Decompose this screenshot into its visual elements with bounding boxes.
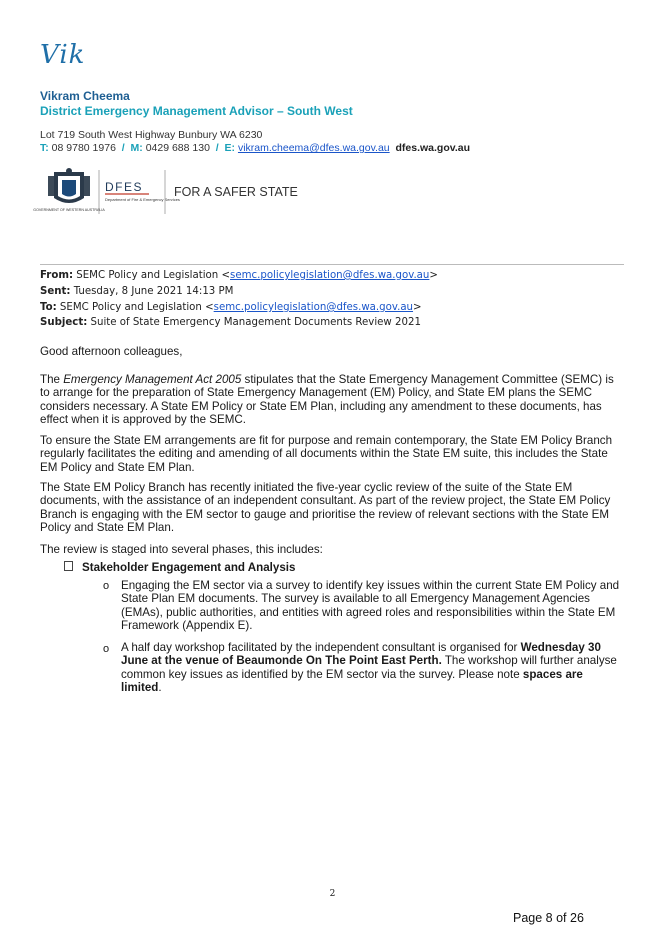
dfes-subtitle: Department of Fire & Emergency Services: [105, 197, 180, 202]
p1-act-title: Emergency Management Act 2005: [63, 373, 242, 386]
to-close: >: [413, 302, 422, 313]
sender-role: District Emergency Management Advisor – South West: [40, 104, 353, 118]
greeting: Good afternoon colleagues,: [40, 345, 183, 358]
subject-label: Subject:: [40, 317, 88, 328]
wa-crest-icon: [48, 168, 90, 203]
b2-start: A half day workshop facilitated by the independent consultant is organised for: [121, 641, 521, 654]
b2-date-venue: Wednesday 30 June at the venue of Beaumonde On The Point East Perth.: [121, 641, 601, 668]
sent-value: Tuesday, 8 June 2021 14:13 PM: [73, 286, 234, 297]
from-email-link[interactable]: semc.policylegislation@dfes.wa.gov.au: [230, 270, 430, 281]
tagline: FOR A SAFER STATE: [174, 185, 298, 199]
sender-address: Lot 719 South West Highway Bunbury WA 6230: [40, 129, 263, 141]
sent-line: [40, 286, 233, 297]
divider: [40, 264, 624, 265]
section-heading: Stakeholder Engagement and Analysis: [82, 561, 296, 574]
bullet-marker-2: o: [103, 643, 110, 655]
email-link[interactable]: vikram.cheema@dfes.wa.gov.au: [237, 142, 390, 154]
dfes-wordmark: DFES: [105, 180, 144, 194]
bullet-2: [121, 641, 621, 694]
phone-number: 08 9780 1976: [51, 142, 116, 154]
sent-label: Sent:: [40, 286, 71, 297]
gov-wa-text: GOVERNMENT OF WESTERN AUSTRALIA: [33, 208, 105, 212]
bullet-1: Engaging the EM sector via a survey to identify key issues within the current State EM Policy and State Plan EM documents. The survey is available to all Emergency Management Agencies (EMAs), public authorities, and entities with agreed roles and responsibilities within the State EM Framework (Appendix E).: [121, 579, 620, 632]
to-email-link[interactable]: semc.policylegislation@dfes.wa.gov.au: [213, 302, 414, 313]
from-name: SEMC Policy and Legislation <: [76, 270, 231, 281]
to-line: [40, 302, 422, 313]
subject-line: [40, 317, 421, 328]
paragraph-2: To ensure the State EM arrangements are fit for purpose and remain contemporary, the State EM Policy Branch regularly facilitates the editing and amending of all documents within the State EM suite, this includes the State EM Policy and State EM Plan.: [40, 434, 613, 474]
to-label: To:: [40, 302, 57, 313]
mobile-label: M:: [130, 142, 143, 154]
mobile-number: 0429 688 130: [145, 142, 210, 154]
subject-value: Suite of State Emergency Management Documents Review 2021: [90, 317, 421, 328]
sender-contacts: T: 08 9780 1976 / M: 0429 688 130 / E: vikram.cheema@dfes.wa.gov.au dfes.wa.gov.au: [40, 142, 470, 154]
from-line: [40, 270, 438, 281]
handwritten-signature: Vik: [40, 40, 86, 70]
paragraph-1: [40, 373, 625, 426]
paragraph-3: The State EM Policy Branch has recently initiated the five-year cyclic review of the suite of the State EM documents, with the assistance of an independent consultant. As part of the review project, the State EM Policy Branch is engaging with the EM sector to gauge and prioritise the review of relevant sections with the State EM Policy and State EM Plan.: [40, 481, 611, 534]
p1-rest: stipulates that the State Emergency Management Committee (SEMC) is to arrange for the preparation of State Emergency Management (EM) Policy, and State EM plans the SEMC considers necessary. A State EM Policy or State EM Plan, including any amendment to these documents, has effect when it is approved by the SEMC.: [40, 373, 614, 426]
p1-start: The: [40, 373, 64, 386]
paragraph-4: The review is staged into several phases, this includes:: [40, 543, 323, 556]
from-close: >: [429, 270, 438, 281]
page-number: 2: [329, 889, 336, 899]
page-of-total: Page 8 of 26: [513, 911, 584, 925]
section-bullet-icon: [64, 561, 73, 571]
b2-middle: The workshop will further analyse common key issues as identified by the EM sector via the survey. Please note: [121, 654, 617, 681]
sender-name: Vikram Cheema: [40, 89, 130, 103]
to-name: SEMC Policy and Legislation <: [59, 302, 214, 313]
email-label: E:: [224, 142, 236, 154]
b2-spaces-limited: spaces are limited: [121, 667, 583, 694]
from-label: From:: [40, 270, 74, 281]
b2-end: .: [158, 680, 162, 694]
dfes-logo-block: [33, 168, 298, 218]
website-link[interactable]: dfes.wa.gov.au: [395, 142, 470, 154]
bullet-marker-1: o: [103, 580, 110, 592]
phone-label: T:: [40, 142, 49, 154]
